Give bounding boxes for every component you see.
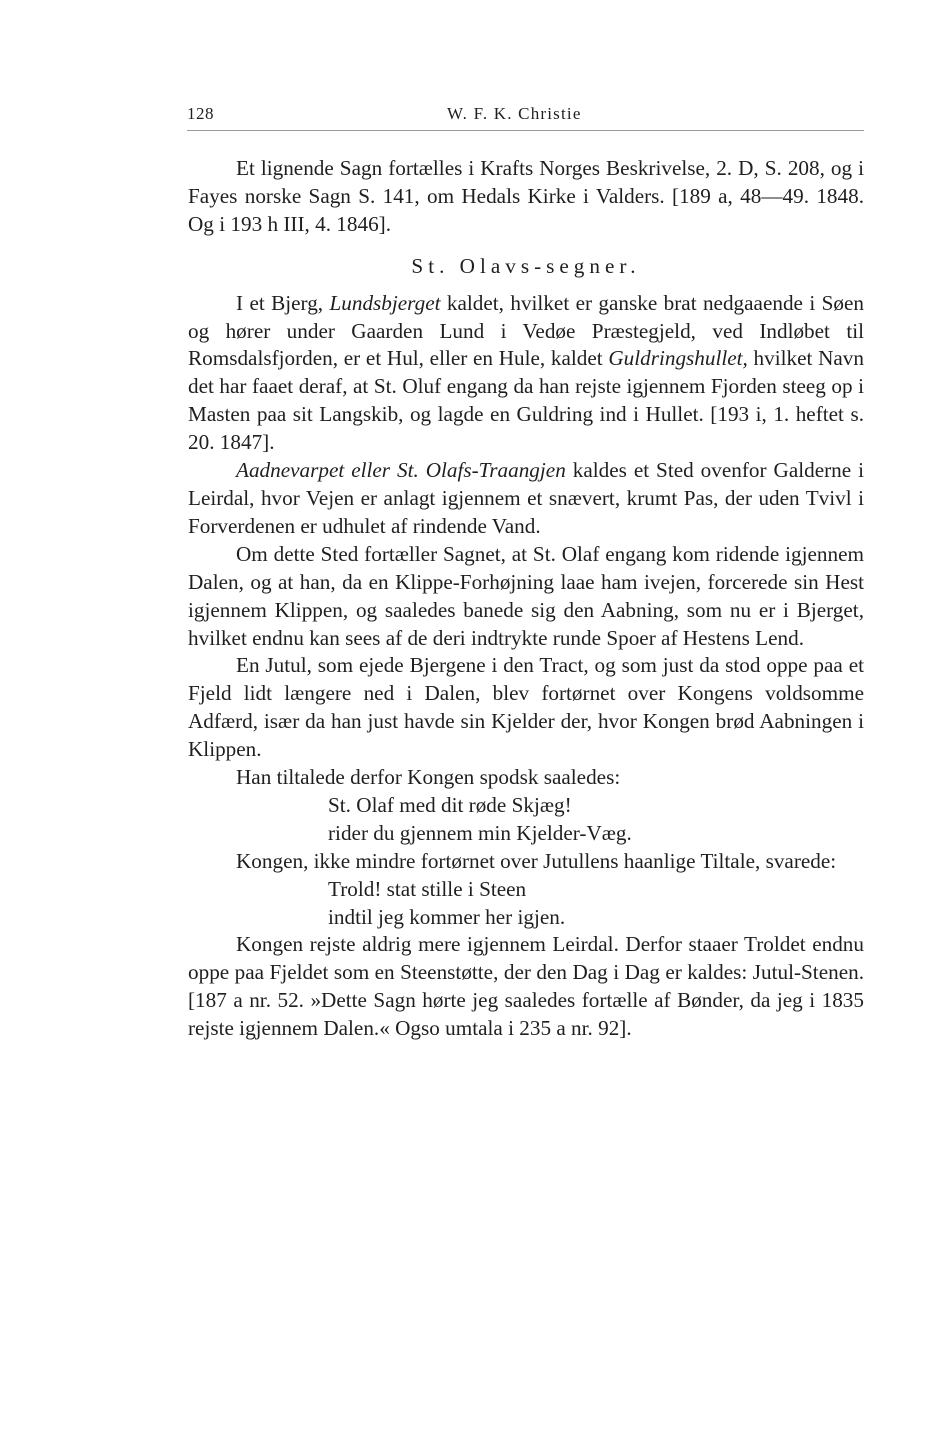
text-run: kaldes et Sted ovenfor Galderne i Leirdal, hvor Vejen er anlagt igjennem et snævert, krumt Pas, der uden Tvivl i Forverdenen er udhulet af rindende Vand. bbox=[188, 458, 864, 538]
text-run: hvilket Navn det har faaet deraf, at St. Oluf engang da han rejste igjennem Fjorden steeg op i Masten paa sit Langskib, og lagde en Guldring ind i Hullet. [193 i, 1. heftet s. 20. 1847]. bbox=[188, 346, 864, 455]
paragraph-lundsbjerget bbox=[188, 290, 864, 457]
paragraph-jutul-stenen: Kongen rejste aldrig mere igjennem Leirdal. Derfor staaer Troldet endnu oppe paa Fjeldet som en Steenstøtte, der den Dag i Dag er kaldes: Jutul-Stenen. [187 a nr. 52. »Dette Sagn hørte jeg saaledes fortælle af Bønder, da jeg i 1835 rejste igjennem Dalen.« Ogso umtala i 235 a nr. 92]. bbox=[188, 932, 864, 1041]
running-header bbox=[187, 104, 864, 131]
text-run: kaldet, hvilket er ganske brat nedgaaende i Søen og hører under Gaarden Lund i Vedøe Præstegjeld, ved Indløbet til Romsdalsfjorden, er et Hul, eller en Hule, kaldet bbox=[188, 290, 864, 371]
paragraph-kongen-svarede: Kongen, ikke mindre fortørnet over Jutullens haanlige Tiltale, svarede: bbox=[236, 848, 837, 873]
verse-line: rider du gjennem min Kjelder-Væg. bbox=[328, 820, 632, 845]
place-name-italic: Aadnevarpet eller St. Olafs-Traangjen bbox=[236, 458, 566, 483]
intro-paragraph: Et lignende Sagn fortælles i Krafts Norges Beskrivelse, 2. D, S. 208, og i Fayes norske Sagn S. 141, om Hedals Kirke i Valders. [189 a, 48—49. 1848. Og i 193 h III, 4. 1846]. bbox=[188, 156, 864, 236]
place-name-italic: Lundsbjerget bbox=[329, 290, 441, 315]
paragraph-st-olaf-ride: Om dette Sted fortæller Sagnet, at St. Olaf engang kom ridende igjennem Dalen, og at han, da en Klippe-Forhøjning laae ham ivejen, forcerede sin Hest igjennem Klippen, og saaledes banede sig den Aabning, som nu er i Bjerget, hvilket endnu kan sees af de deri indtrykte runde Spoer af Hestens Lend. bbox=[188, 541, 864, 650]
page-number: 128 bbox=[187, 104, 214, 123]
verse-line: indtil jeg kommer her igjen. bbox=[328, 904, 566, 929]
section-heading: St. Olavs-segner. bbox=[411, 253, 641, 278]
paragraph-aadnevarpet bbox=[188, 457, 864, 541]
paragraph-jutul: En Jutul, som ejede Bjergene i den Tract, og som just da stod oppe paa et Fjeld lidt længere ned i Dalen, blev fortørnet over Kongens voldsomme Adfærd, især da han just havde sin Kjelder der, hvor Kongen brød Aabningen i Klippen. bbox=[188, 653, 864, 762]
text-run: I et Bjerg, bbox=[236, 290, 330, 315]
verse-line: St. Olaf med dit røde Skjæg! bbox=[328, 792, 572, 817]
page-body bbox=[188, 155, 864, 1043]
paragraph-tiltale: Han tiltalede derfor Kongen spodsk saaledes: bbox=[236, 765, 621, 790]
verse-line: Trold! stat stille i Steen bbox=[328, 876, 527, 901]
running-title: W. F. K. Christie bbox=[447, 104, 582, 123]
place-name-italic: Guldringshullet, bbox=[608, 346, 748, 371]
